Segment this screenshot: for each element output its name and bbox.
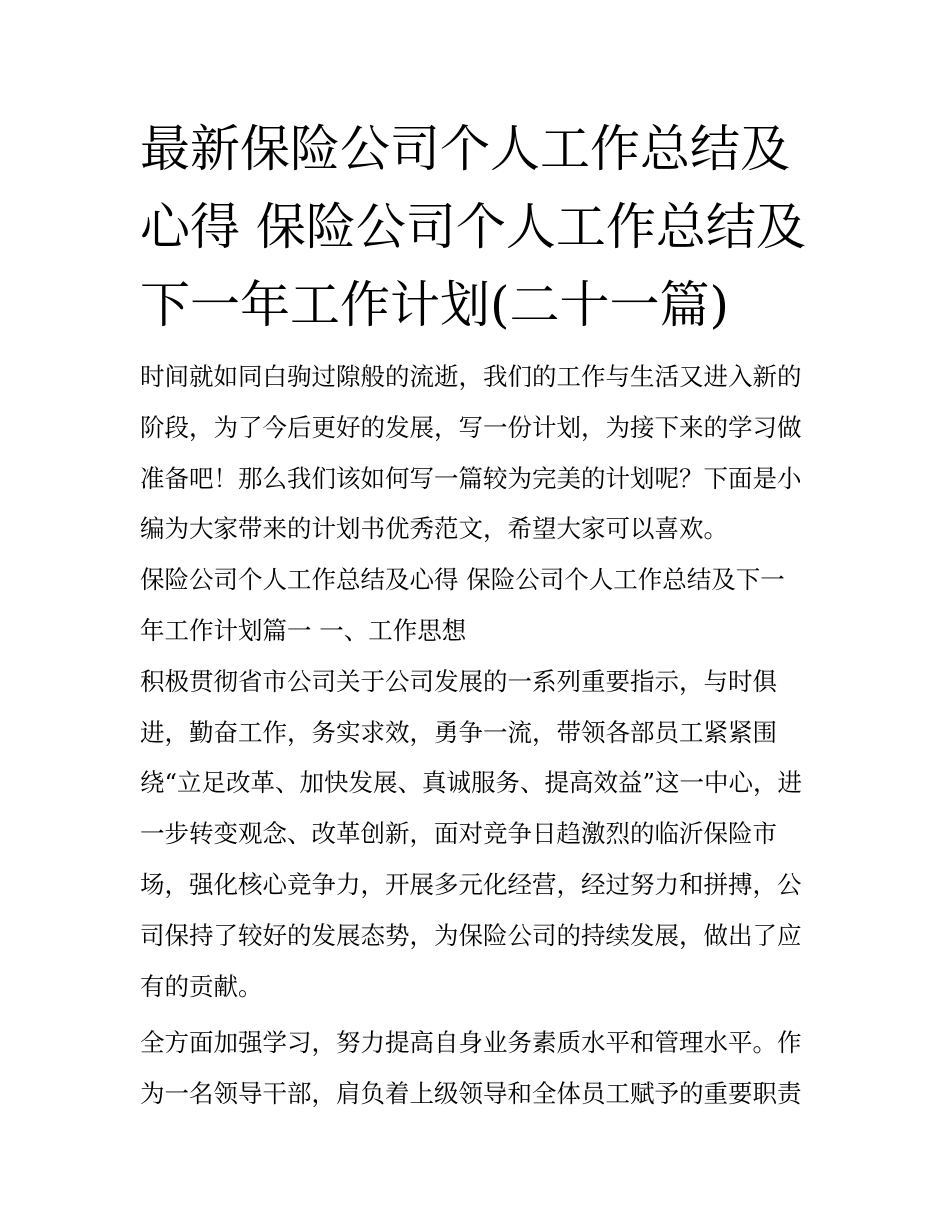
title-line: 最新保险公司个人工作总结及: [140, 120, 790, 178]
section-heading: [140, 555, 820, 657]
text-line: 绕“立足改革、加快发展、真诚服务、提高效益”这一中心，进: [140, 768, 803, 798]
text-line: 为一名领导干部，肩负着上级领导和全体员工赋予的重要职责: [140, 1079, 802, 1109]
text-line: 进，勤奋工作，务实求效，勇争一流，带领各部员工紧紧围: [140, 717, 777, 747]
paragraph-study: [140, 1018, 820, 1120]
text-line: 时间就如同白驹过隙般的流逝，我们的工作与生活又进入新的: [140, 362, 802, 391]
text-line: 场，强化核心竞争力，开展多元化经营，经过努力和拼搏，公: [140, 869, 802, 899]
intro-paragraph: [140, 352, 820, 555]
title-line: 下一年工作计划(二十一篇): [140, 276, 730, 334]
text-line: 阶段，为了今后更好的发展，写一份计划，为接下来的学习做: [140, 412, 802, 442]
text-line: 年工作计划篇一 一、工作思想: [140, 615, 467, 645]
text-line: 准备吧！那么我们该如何写一篇较为完美的计划呢？下面是小: [140, 463, 802, 493]
text-line: 一步转变观念、改革创新，面对竞争日趋激烈的临沂保险市: [140, 819, 777, 849]
text-line: 全方面加强学习，努力提高自身业务素质水平和管理水平。作: [140, 1028, 802, 1058]
paragraph-work-thought: [140, 657, 820, 1013]
text-line: 编为大家带来的计划书优秀范文，希望大家可以喜欢。: [140, 514, 728, 544]
document-body: [140, 352, 820, 1120]
text-line: 积极贯彻省市公司关于公司发展的一系列重要指示，与时俱: [140, 666, 777, 696]
text-line: 有的贡献。: [140, 971, 263, 1001]
title-line: 心得 保险公司个人工作总结及: [140, 198, 806, 256]
text-line: 司保持了较好的发展态势，为保险公司的持续发展，做出了应: [140, 920, 802, 950]
text-line: 保险公司个人工作总结及心得 保险公司个人工作总结及下一: [140, 565, 785, 595]
document-title: [140, 110, 830, 344]
